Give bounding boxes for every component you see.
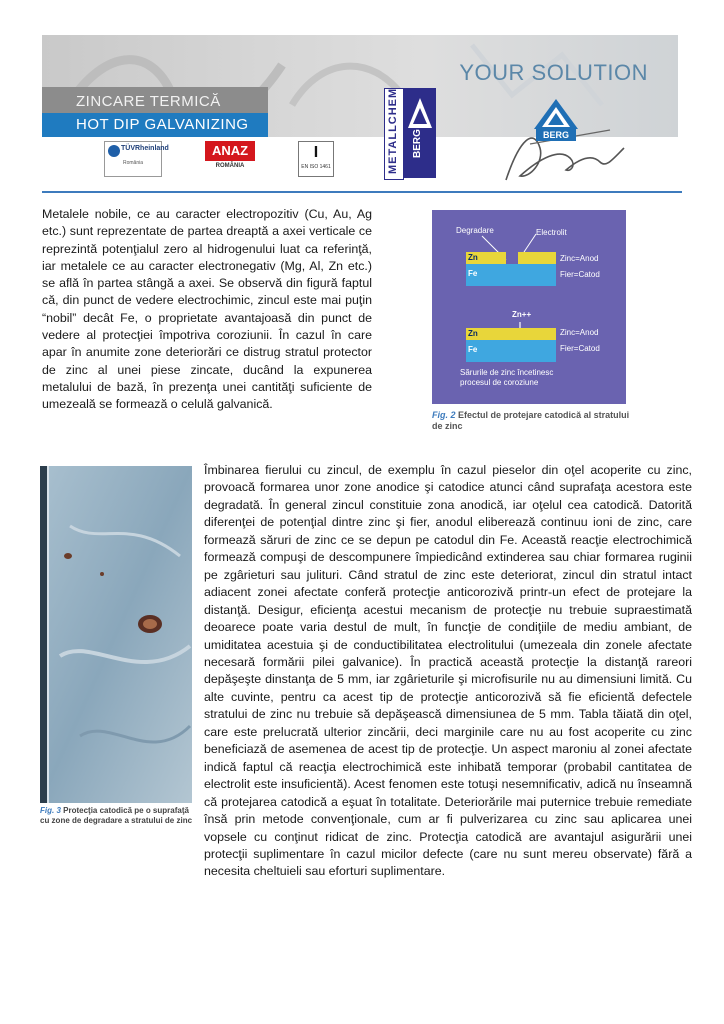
tuv-name: TÜVRheinland <box>121 145 169 152</box>
zinc-layer-bottom <box>466 328 556 340</box>
label-electrolit: Electrolit <box>536 228 567 237</box>
label-fier-catod-top: Fier=Catod <box>560 270 600 279</box>
figure-3-caption <box>40 806 200 826</box>
figure-2-diagram <box>432 210 626 404</box>
paragraph-main: Îmbinarea fierului cu zincul, de exemplu în cazul pieselor din oţel acoperite cu zinc, provoacă formarea unor zone anodice şi catodice atunci când suprafaţa acestora este degradată. În general zincul constituie zona anodică, iar oţelul cea catodică. Datorită diferenţei de potenţial dintre zinc şi fier, anodul eliberează continuu ioni de zinc, care formează săruri de zinc ce se depun pe catodul din Fe. Această reacţie electrochimică formează compuşi de descompunere împiedicând extinderea sau chiar formarea ruginii pe zgârieturi sau julituri. Când stratul de zinc este deteriorat, zincul din stratul intact adiacent zonei afectate conferă protecţie anticorozivă printr-un efect de protejare la distanţă. Desigur, eficienţa acestui mecanism de protecţie nu trebuie supraestimată deoarece poate varia destul de mult, în funcţie de condiţiile de mediu ambiant, de umiditatea acestuia şi de conductibilitatea electrolitului (umezeala din zonele afectate necesară formării pilei galvanice). În practică această protecţie la distanţă rareori depăşeşte dinstanţa de 5 mm, iar zgârieturile şi microfisurile nu au dimensiuni limită. Cu alte cuvinte, pentru ca acest tip de protecţie anticorozivă să fie eficientă defectele stratului de zinc nu trebuie să depăşească dimensiunea de 5 mm. Tabla tăiată din oţel, care este prelucrată ulterior zincării, deci marginile care nu au fost acoperite cu zinc beneficiază de asemenea de acest tip de protecţie. Un aspect maroniu al zonei afectate indică faptul că reacţia electrochimică este inhibată temporar (probabil cantitatea de electrolit este insuficientă). Acest fenomen este totuşi nesemnificativ, adică nu înseamnă că protejarea catodică a eşuat în totalitate. Deteriorările mai puternice trebuie remediate însă prin metode convenţionale, cum ar fi pulverizarea cu zinc sau aplicarea unei vopsele cu conţinut ridicat de zinc. Protecţia catodică are avantajul asigurării unei protecţii suplimentare în cazul micilor defecte (care nu sunt mereu observate) fără a necesita cheltuieli sau eforturi suplimentare. <box>204 463 692 879</box>
figure-2-number: Fig. 2 <box>432 410 456 420</box>
label-fier-catod-bottom: Fier=Catod <box>560 344 600 353</box>
iso-glyph: I <box>313 144 319 161</box>
berg-label: BERG <box>536 129 576 141</box>
title-english: HOT DIP GALVANIZING <box>76 116 249 133</box>
paragraph-intro: Metalele nobile, ce au caracter electropozitiv (Cu, Au, Ag etc.) sunt reprezentate de partea dreaptă a axei verticale ce reprezintă potenţialul zero al hidrogenului luat ca referinţă, iar metalele ce au caracter electronegativ (Mg, Al, Zn etc.) se află în partea stângă a axei. Se observă din figură faptul că, din punct de vedere electrochimic, zincul este mai puţin “nobil” decât Fe, o proprietate avantajoasă din punct de vedere al protecţiei împotriva coroziunii. În cazul în care apar în anumite zone deteriorări ce distrug stratul protector de zinc al unei piese zincate, ducând la expunerea metalului de bază, în prezenţa unei cantităţi suficiente de umezeală se formează o celulă galvanică. <box>42 207 372 412</box>
figure-3-number: Fig. 3 <box>40 806 61 815</box>
metallchem-berg-mark <box>404 88 436 178</box>
figure-3-caption-text: Protecţia catodică pe o suprafaţă cu zone de degradare a stratului de zinc <box>40 806 193 825</box>
title-romanian: ZINCARE TERMICĂ <box>76 93 221 110</box>
zn-tag-bottom: Zn <box>468 329 478 338</box>
figure-2-caption <box>432 410 632 432</box>
anaz-logo <box>205 141 255 175</box>
title-english-band <box>42 113 268 137</box>
iso-sub: EN ISO 1461 <box>301 164 331 170</box>
tuv-logo <box>104 141 169 177</box>
tuv-mark-icon <box>108 145 120 157</box>
zinc-layer-top-right <box>518 252 556 264</box>
header-rule <box>42 191 682 193</box>
zn-tag-top: Zn <box>468 253 478 262</box>
berg-logo <box>530 97 582 147</box>
iron-layer-top <box>466 264 556 286</box>
metallchem-logo <box>384 88 434 178</box>
iron-layer-bottom <box>466 340 556 362</box>
anaz-sub: ROMÂNIA <box>215 163 245 169</box>
label-degradare: Degradare <box>456 226 494 235</box>
anaz-name: ANAZ <box>205 141 255 161</box>
certification-logos <box>42 137 402 187</box>
metallchem-berg-text: BERG <box>412 129 423 158</box>
figure-2-caption-text: Efectul de protejare catodică al stratului de zinc <box>432 410 630 431</box>
iso-logo <box>298 141 334 177</box>
berg-mountain-icon <box>530 97 582 131</box>
fe-tag-bottom: Fe <box>468 345 478 354</box>
label-zn-ion: Zn++ <box>512 310 532 319</box>
slogan: YOUR SOLUTION <box>459 60 648 85</box>
figure-3-photo <box>40 466 192 803</box>
tuv-sub: România <box>122 160 143 166</box>
metallchem-label: METALLCHEM <box>387 87 399 174</box>
title-box <box>42 87 268 137</box>
label-saruri: Sărurile de zinc încetinesc procesul de coroziune <box>460 368 554 387</box>
label-zinc-anod-bottom: Zinc=Anod <box>560 328 599 337</box>
label-zinc-anod-top: Zinc=Anod <box>560 254 599 263</box>
fe-tag-top: Fe <box>468 269 478 278</box>
